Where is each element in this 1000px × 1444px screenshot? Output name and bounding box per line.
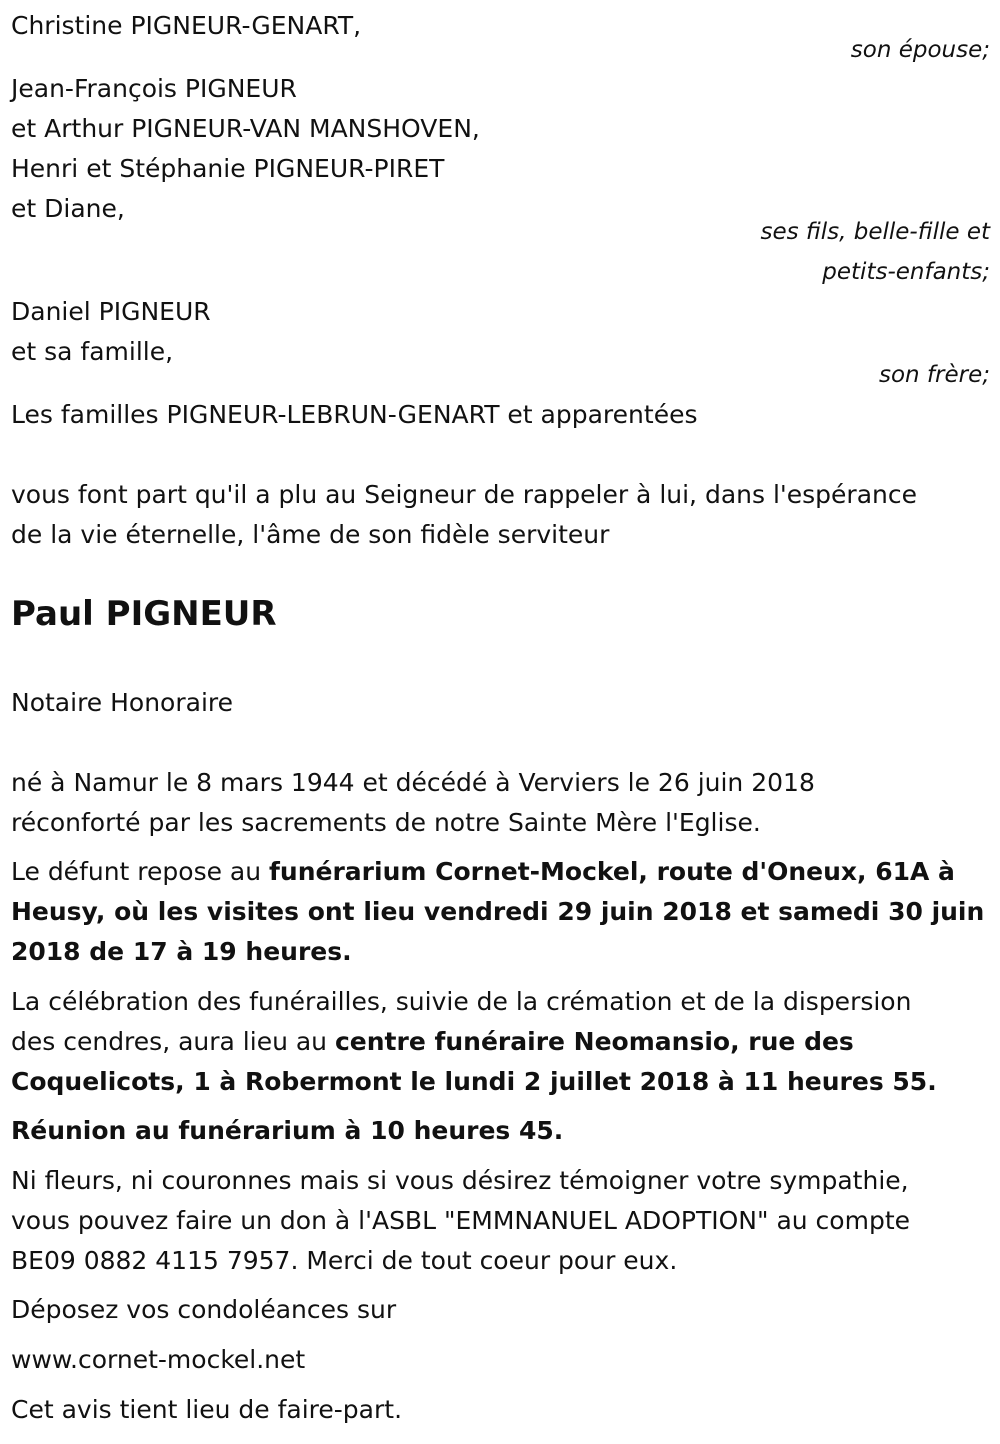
sacraments-line: réconforté par les sacrements de notre Sainte Mère l'Eglise. (11, 808, 761, 837)
brother-line-1: Daniel PIGNEUR (11, 297, 211, 326)
spouse-name: Christine PIGNEUR-GENART, (11, 11, 362, 40)
brother-role: son frère; (878, 362, 990, 388)
ceremony-bold-3: Coquelicots, 1 à Robermont le lundi 2 juillet 2018 à 11 heures 55. (11, 1067, 937, 1096)
visitation-bold-3: 2018 de 17 à 19 heures. (11, 937, 352, 966)
meeting-bold: Réunion au funérarium à 10 heures 45. (11, 1116, 564, 1145)
birth-death-line: né à Namur le 8 mars 1944 et décédé à Verviers le 26 juin 2018 (11, 768, 815, 797)
spouse-role: son épouse; (850, 37, 990, 63)
condolences-label: Déposez vos condoléances sur (11, 1295, 397, 1324)
donation-line-1: Ni fleurs, ni couronnes mais si vous désirez témoigner votre sympathie, (11, 1166, 909, 1195)
ceremony-line-3 (11, 1062, 937, 1102)
child-line-2: et Arthur PIGNEUR-VAN MANSHOVEN, (11, 114, 480, 143)
child-line-4: et Diane, (11, 194, 125, 223)
brother-line-2: et sa famille, (11, 337, 174, 366)
announcement-line-1: vous font part qu'il a plu au Seigneur de rappeler à lui, dans l'espérance (11, 480, 917, 509)
condolences-website: www.cornet-mockel.net (11, 1345, 306, 1374)
deceased-name: Paul PIGNEUR (11, 594, 277, 634)
visitation-bold-2: Heusy, où les visites ont lieu vendredi 29 juin 2018 et samedi 30 juin (11, 897, 985, 926)
children-role-line-1: ses fils, belle-fille et (760, 219, 990, 245)
announcement-line-2: de la vie éternelle, l'âme de son fidèle serviteur (11, 520, 610, 549)
families-line: Les familles PIGNEUR-LEBRUN-GENART et apparentées (11, 400, 698, 429)
ceremony-line-1: La célébration des funérailles, suivie de la crémation et de la dispersion (11, 987, 912, 1016)
meeting-line (11, 1111, 563, 1151)
ceremony-plain-2: des cendres, aura lieu au (11, 1027, 335, 1056)
visitation-line-1 (11, 852, 955, 892)
ceremony-bold-2: centre funéraire Neomansio, rue des (334, 1027, 854, 1056)
visitation-line-2 (11, 892, 984, 932)
children-role-line-2: petits-enfants; (822, 259, 990, 285)
donation-line-3: BE09 0882 4115 7957. Merci de tout coeur pour eux. (11, 1246, 678, 1275)
visitation-line-3 (11, 932, 352, 972)
child-line-3: Henri et Stéphanie PIGNEUR-PIRET (11, 154, 445, 183)
donation-line-2: vous pouvez faire un don à l'ASBL "EMMNANUEL ADOPTION" au compte (11, 1206, 910, 1235)
deceased-title: Notaire Honoraire (11, 688, 234, 717)
child-line-1: Jean-François PIGNEUR (11, 74, 297, 103)
closing-line: Cet avis tient lieu de faire-part. (11, 1395, 403, 1424)
visitation-intro: Le défunt repose au (11, 857, 270, 886)
visitation-bold-1: funérarium Cornet-Mockel, route d'Oneux, 61A à (269, 857, 955, 886)
ceremony-line-2 (11, 1022, 854, 1062)
